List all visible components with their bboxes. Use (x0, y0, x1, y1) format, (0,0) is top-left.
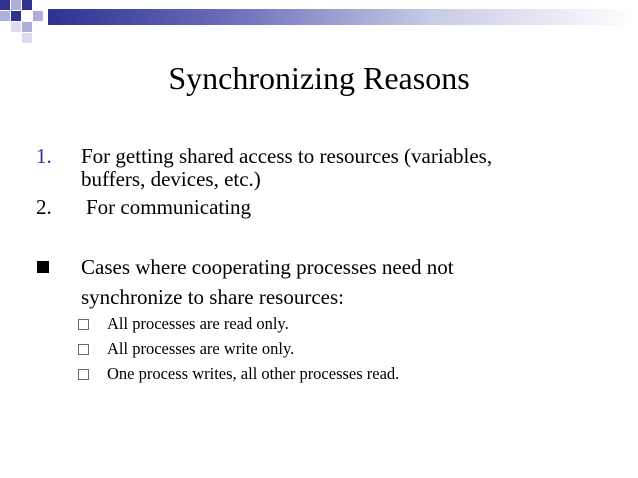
item-2-text: For communicating (86, 195, 252, 219)
hollow-square-icon (78, 344, 89, 355)
decor-square-navy (11, 11, 21, 21)
decor-square-lavender (22, 22, 32, 32)
decor-square-lavender (11, 0, 21, 10)
header-gradient-band (48, 9, 638, 25)
decor-square-lavender (33, 11, 43, 21)
hollow-square-icon (78, 319, 89, 330)
subitem-1: All processes are read only. (107, 314, 289, 333)
subitem-2: All processes are write only. (107, 339, 295, 358)
item-1-text: For getting shared access to resources (variables, (81, 144, 493, 168)
subitem-3: One process writes, all other processes read. (107, 364, 400, 383)
bullet-square-icon (37, 261, 49, 273)
item-1-continuation: buffers, devices, etc.) (81, 167, 261, 191)
decor-square-lavender (0, 11, 10, 21)
decor-square-pale (11, 22, 21, 32)
slide-title: Synchronizing Reasons (168, 60, 470, 96)
decor-square-navy (0, 0, 10, 10)
item-2-number: 2. (36, 195, 52, 219)
bullet-continuation: synchronize to share resources: (81, 285, 344, 309)
decor-square-navy (22, 0, 32, 10)
hollow-square-icon (78, 369, 89, 380)
bullet-text: Cases where cooperating processes need not (81, 255, 454, 279)
decor-square-pale (22, 33, 32, 43)
item-1-number: 1. (36, 144, 52, 168)
